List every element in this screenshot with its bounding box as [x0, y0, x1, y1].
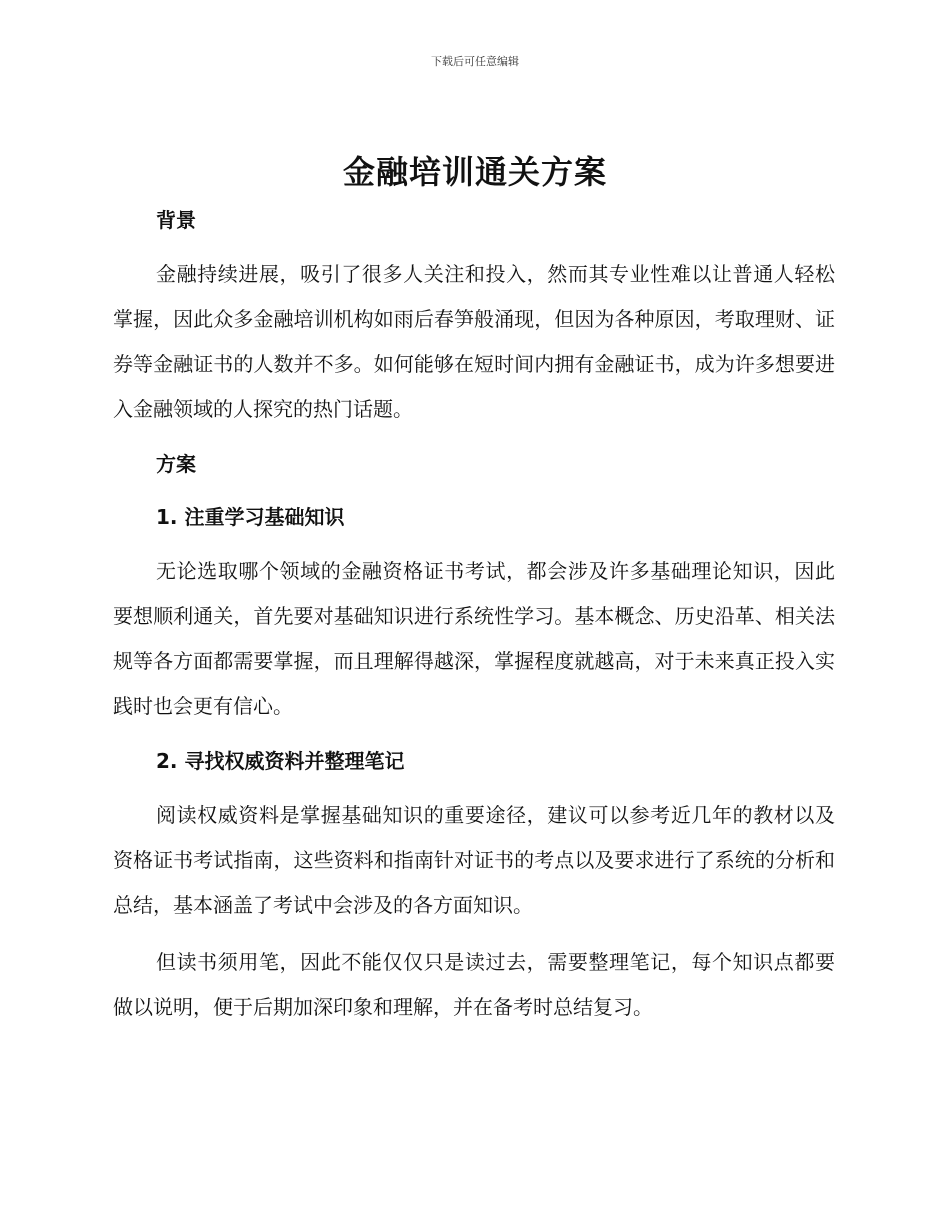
subsection-2-paragraph-2: 但读书须用笔，因此不能仅仅只是读过去，需要整理笔记，每个知识点都要做以说明，便于后期加深印象和理解，并在备考时总结复习。: [113, 950, 835, 1019]
header-note: 下载后可任意编辑: [431, 55, 519, 68]
subsection-heading-1: 1. 注重学习基础知识: [156, 505, 345, 529]
subsection-2-paragraph-1: 阅读权威资料是掌握基础知识的重要途径，建议可以参考近几年的教材以及资格证书考试指南，这些资料和指南针对证书的考点以及要求进行了系统的分析和总结，基本涵盖了考试中会涉及的各方面知识。: [113, 803, 835, 917]
background-paragraph: 金融持续进展，吸引了很多人关注和投入，然而其专业性难以让普通人轻松掌握，因此众多金融培训机构如雨后春笋般涌现，但因为各种原因，考取理财、证券等金融证书的人数并不多。如何能够在短时间内拥有金融证书，成为许多想要进入金融领域的人探究的热门话题。: [113, 262, 835, 421]
subsection-1-paragraph: 无论选取哪个领域的金融资格证书考试，都会涉及许多基础理论知识，因此要想顺利通关，首先要对基础知识进行系统性学习。基本概念、历史沿革、相关法规等各方面都需要掌握，而且理解得越深，掌握程度就越高，对于未来真正投入实践时也会更有信心。: [113, 559, 835, 718]
section-heading-background: 背景: [156, 208, 196, 232]
document-title: 金融培训通关方案: [342, 153, 607, 191]
subsection-heading-2: 2. 寻找权威资料并整理笔记: [156, 749, 405, 773]
document-body: [113, 200, 835, 1030]
section-heading-plan: 方案: [156, 452, 196, 476]
